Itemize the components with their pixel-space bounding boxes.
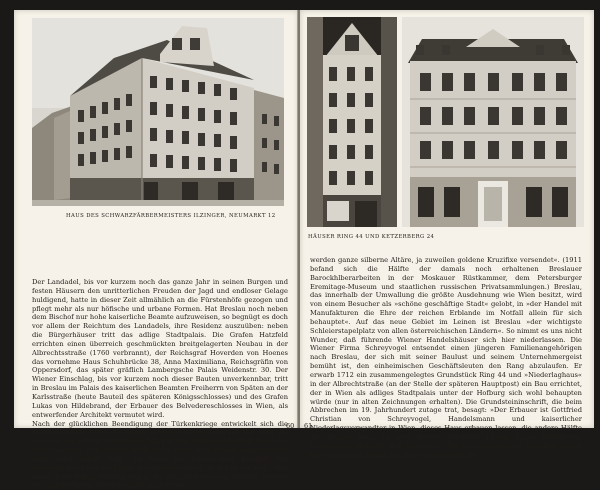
photo-caption-right: HÄUSER RING 44 UND KETZERBERG 24 — [308, 234, 434, 240]
right-page — [300, 10, 594, 428]
photo-ketzerberg-24-house — [402, 17, 584, 227]
paragraph: werden ganze silberne Altäre, ja zuweilen goldene Kruzifixe versendet«. (1911 befand sich die Hälfte der damals noch erhaltenen Breslauer Barockhlberarbeiten in der Moskauer Rüstkammer, dem Petersburger Eremitage-Museum und staatlichen russischen Privatsammlungen.) Breslau, das innerhalb der Umwallung die größte Ausdehnung wie Wien besitzt, wird von einem Besucher als »schöne geschäftige Stadt« gelobt, in »der Handel mit Manufakturen die Ehre der reichen Erblande im Notfall allein für sich behauptet«. Auf das neue Gebiet im Leinen ist Breslau »der wichtigste Schleierstapelplatz von allen österreichischen Ländern«. So nimmt es uns nicht Wunder, daß führende Wiener Handelshäuser sich hier niederlassen. Die Wiener Firma Schreyvogel entsendet einen jüngeren Familienangehörigen nach Breslau, der sich mit seiner Baulust und seinem Unternehmergeist bemüht ist, den einheimischen Geschäftsleuten den Rang abzulaufen. Er erwarb 1712 ein zusammengelegtes Grundstück Ring 44 und »Niederlaghaus« in der Albrechtstraße (an der Stelle der späteren Hauptpost) ein Bau errichtet, der in Wien als adliges Stadtpalais unter der Hofburg sich wohl behaupten würde (nur in alten Zeichnungen erhalten). Die Grundsteininschrift, die beim Abbrechen im 19. Jahrhundert zutage trat, besagt: »Der Erbauer ist Gottfried Christian von Schreyvogel, Handelsmann und kaiserlicher Niederlagsverwandter in Wien, dieses Haus erbauen lassen, die andere Hälfte des Hauses aber hat sein Bruder gleichfalls Johann Lucas Hildebrand, Kaiserlicher Majestät Hof Ingenieur«. Im architektonischen Schaffen setzen von Hildebrand nimmt das Haus Schreyvogel als — [310, 256, 582, 459]
page-number-left: 60 — [286, 422, 294, 430]
photo-caption-left: HAUS DES SCHWARZFÄRBERMEISTERS ILZINGER, NEUMARKT 12 — [66, 213, 276, 219]
photo-ilzinger-house — [32, 18, 284, 206]
paragraph: Nach der glücklichen Beendigung der Türkenkriege entwickelt sich die habsburgischen Lande zu einem großen Wirtschaftskörper, der über die Grenzen der mitteleuropäischen Märkte tritt. Dient dann auch Breslauer Handelsleuten. Daß die alte Verbindung zum Osten wieder aufgenommen wird, dafür liefert Stolz, von Polen ein interessantes Beispiel: Wir brauchen nicht nur die Lange der Silberschmiede, in der er bei sich: »Wir haben nach Polen, Moskau und in die Armenier unseren größten Verkehr mit angefertigtem Silbergeschirr, nach Polen — [32, 420, 288, 490]
left-page — [14, 10, 298, 428]
right-body-text — [310, 256, 582, 459]
paragraph: Der Landadel, bis vor kurzem noch das ganze Jahr in seinen Burgen und festen Häusern den unritterlichen Freuden der Jagd und endloser Gelage huldigend, hatte in dieser Zeit allmählich an die Fürstenhöfe gezogen und pflegt mehr als nur höfische und urbane Formen. Hat Breslau noch neben dem Bischof nur hohe kaiserliche Beamte aufzuweisen, so begnügt es doch vor allem der Reichtum des Landadels, ihre Residenz auszuüben: neben die Bürgerhäuser tritt das adlige Stadtpalais. Die Grafen Hatzfeld errichten einen überreich geschmückten breitgelagerten Neubau in der Albrechtsstraße (1760 verbrannt), der Reichsgraf Hoverden von Hoenes das vornehme Haus Schuhbrücke 38, Anna Maximiliana, Reichsgräfin von Oppersdorf, das später gräflich Lambergsche Palais Weidenstr. 30. Der Wiener Einschlag, bis vor kurzem noch dieser Bauten unverkennbar, tritt in Breslau im Palais des kaiserlichen Beamten Freiherrn von Späten an der Karlsstraße (heute Bauteil des späteren Königsschlosses) und des Grafen Lukas von Hildebrand, der Erbauer des Belvedereschlosses in Wien, als entwerfender Architekt vermutet wird. — [32, 278, 288, 420]
left-body-text — [32, 278, 288, 490]
photo-ring-44-house — [307, 17, 397, 227]
page-number-right: 61 — [304, 422, 312, 430]
